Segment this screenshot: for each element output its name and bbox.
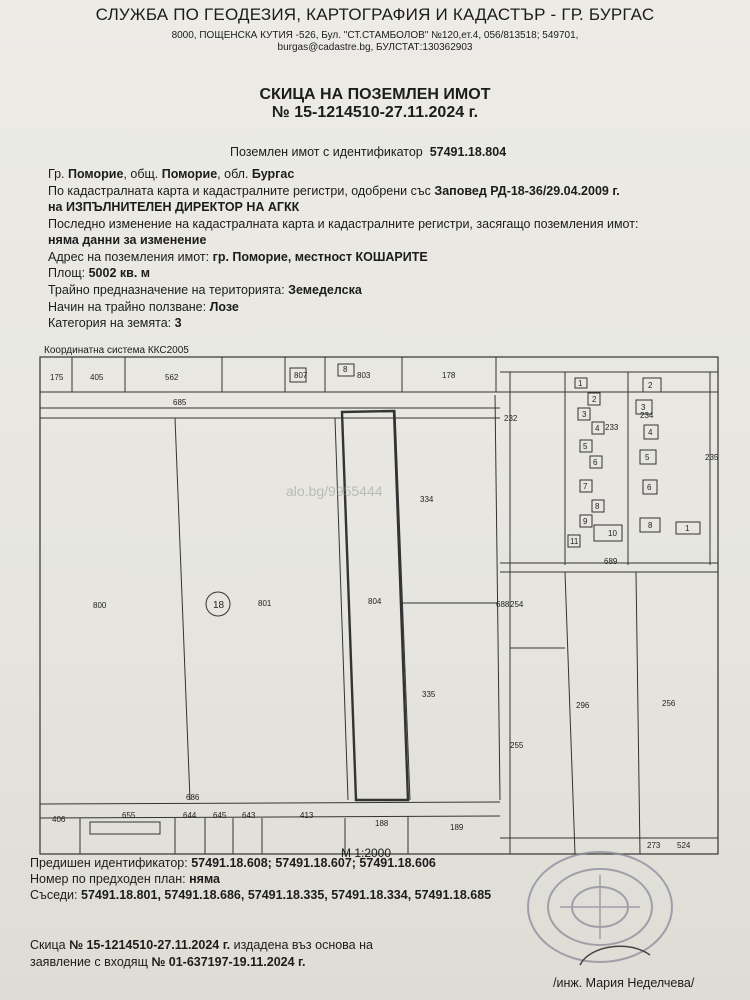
label-685: 685 bbox=[173, 398, 187, 407]
address-value: гр. Поморие, местност КОШАРИТЕ bbox=[212, 250, 428, 264]
coordinate-system-label: Координатна система ККС2005 bbox=[44, 345, 189, 356]
document-title: СКИЦА НА ПОЗЕМЛЕН ИМОТ bbox=[259, 86, 491, 103]
label-234: 234 bbox=[640, 411, 654, 420]
label-256: 256 bbox=[662, 699, 676, 708]
identifier-value: 57491.18.804 bbox=[429, 145, 507, 159]
location-mun-prefix: , общ. bbox=[123, 167, 162, 181]
circle-number: 18 bbox=[213, 600, 225, 611]
building-num: 6 bbox=[593, 458, 598, 467]
label-335: 335 bbox=[422, 690, 436, 699]
label-524: 524 bbox=[677, 841, 691, 850]
location-reg-prefix: , обл. bbox=[217, 167, 252, 181]
label-804: 804 bbox=[368, 597, 382, 606]
previous-plan-label: Номер по предходен план: bbox=[30, 872, 190, 886]
label-233: 233 bbox=[605, 423, 619, 432]
building-num: 11 bbox=[570, 537, 579, 546]
building-num: 1 bbox=[578, 379, 583, 388]
label-254: 254 bbox=[510, 600, 524, 609]
label-8: 8 bbox=[343, 365, 348, 374]
building-num: 1 bbox=[685, 524, 690, 533]
order-text: По кадастралната карта и кадастралните регистри, одобрени със bbox=[48, 184, 435, 198]
watermark: alo.bg/9955444 bbox=[286, 483, 383, 499]
label-232: 232 bbox=[504, 414, 518, 423]
usage-label: Начин на трайно ползване: bbox=[48, 300, 210, 314]
building-num: 8 bbox=[595, 502, 600, 511]
request-prefix: заявление с входящ bbox=[30, 955, 152, 969]
map-scale: М 1:2000 bbox=[341, 846, 392, 860]
category-label: Категория на земята: bbox=[48, 316, 175, 330]
previous-identifier-value: 57491.18.608; 57491.18.607; 57491.18.606 bbox=[191, 856, 436, 870]
last-change-label: Последно изменение на кадастралната карта и кадастралните регистри, засягащо поземления имот: bbox=[48, 217, 639, 231]
label-188: 188 bbox=[375, 819, 389, 828]
label-406: 406 bbox=[52, 815, 66, 824]
purpose-label: Трайно предназначение на територията: bbox=[48, 283, 289, 297]
label-562: 562 bbox=[165, 373, 179, 382]
label-645: 645 bbox=[213, 811, 227, 820]
identifier-label: Поземлен имот с идентификатор bbox=[230, 145, 423, 159]
label-644: 644 bbox=[183, 811, 197, 820]
agency-contact: burgas@cadastre.bg, БУЛСТАТ:130362903 bbox=[277, 42, 473, 53]
label-688: 688 bbox=[496, 600, 510, 609]
official-stamp bbox=[520, 845, 695, 980]
usage-value: Лозе bbox=[209, 300, 239, 314]
order-issuer-text: на ИЗПЪЛНИТЕЛЕН ДИРЕКТОР НА АГКК bbox=[48, 200, 300, 214]
issued-number: № 15-1214510-27.11.2024 г. bbox=[69, 938, 231, 952]
label-800: 800 bbox=[93, 601, 107, 610]
label-643: 643 bbox=[242, 811, 256, 820]
request-line bbox=[30, 955, 305, 969]
building-num: 4 bbox=[595, 424, 600, 433]
address-label: Адрес на поземления имот: bbox=[48, 250, 213, 264]
neighbours-value: 57491.18.801, 57491.18.686, 57491.18.335, 57491.18.334, 57491.18.685 bbox=[81, 888, 492, 902]
label-255: 255 bbox=[510, 741, 524, 750]
building-num: 2 bbox=[592, 395, 597, 404]
area-label: Площ: bbox=[48, 266, 89, 280]
building-num: 5 bbox=[645, 453, 650, 462]
label-689: 689 bbox=[604, 557, 618, 566]
order-value: Заповед РД-18-36/29.04.2009 г. bbox=[434, 184, 620, 198]
location-prefix: Гр. bbox=[48, 167, 68, 181]
building-num: 7 bbox=[583, 482, 588, 491]
neighbours-line bbox=[30, 888, 491, 902]
agency-name: СЛУЖБА ПО ГЕОДЕЗИЯ, КАРТОГРАФИЯ И КАДАСТЪР - ГР. БУРГАС bbox=[95, 5, 655, 24]
location-town: Поморие bbox=[67, 167, 124, 181]
label-686: 686 bbox=[186, 793, 200, 802]
parcel-800-801-boundary bbox=[175, 418, 190, 800]
previous-plan-line bbox=[30, 872, 220, 886]
label-273: 273 bbox=[647, 841, 661, 850]
label-801: 801 bbox=[258, 599, 272, 608]
label-655: 655 bbox=[122, 811, 136, 820]
last-change-text: няма данни за изменение bbox=[48, 233, 207, 247]
label-807: 807 bbox=[294, 371, 308, 380]
previous-identifier-line bbox=[30, 856, 436, 870]
neighbours-label: Съседи: bbox=[30, 888, 81, 902]
label-413: 413 bbox=[300, 811, 314, 820]
document-number: № 15-1214510-27.11.2024 г. bbox=[271, 104, 479, 121]
previous-plan-value: няма bbox=[189, 872, 220, 886]
purpose-value: Земеделска bbox=[288, 283, 362, 297]
previous-identifier-label: Предишен идентификатор: bbox=[30, 856, 192, 870]
signer-name: /инж. Мария Неделчева/ bbox=[553, 976, 695, 990]
issued-line bbox=[30, 938, 373, 952]
building-num: 6 bbox=[647, 483, 652, 492]
agency-address: 8000, ПОЩЕНСКА КУТИЯ -526, Бул. "СТ.СТАМБОЛОВ" №120,ет.4, 056/813518; 549701, bbox=[171, 30, 579, 41]
building-num: 10 bbox=[608, 529, 617, 538]
road-686-edge bbox=[40, 802, 500, 804]
location-municipality: Поморие bbox=[161, 167, 218, 181]
category-value: 3 bbox=[174, 316, 182, 330]
issued-suffix: издадена въз основа на bbox=[230, 938, 373, 952]
label-803: 803 bbox=[357, 371, 371, 380]
label-189: 189 bbox=[450, 823, 464, 832]
building-num: 3 bbox=[641, 403, 646, 412]
label-405: 405 bbox=[90, 373, 104, 382]
issued-prefix: Скица bbox=[30, 938, 70, 952]
label-296: 296 bbox=[576, 701, 590, 710]
label-334: 334 bbox=[420, 495, 434, 504]
building-num: 5 bbox=[583, 442, 588, 451]
request-number: № 01-637197-19.11.2024 г. bbox=[151, 955, 306, 969]
location-region: Бургас bbox=[251, 167, 295, 181]
building-num: 8 bbox=[648, 521, 653, 530]
label-175: 175 bbox=[50, 373, 64, 382]
building-num: 2 bbox=[648, 381, 653, 390]
building-num: 4 bbox=[648, 428, 653, 437]
building-num: 3 bbox=[582, 410, 587, 419]
building-num: 9 bbox=[583, 517, 588, 526]
label-178: 178 bbox=[442, 371, 456, 380]
label-235: 235 bbox=[705, 453, 719, 462]
area-value: 5002 кв. м bbox=[88, 266, 151, 280]
